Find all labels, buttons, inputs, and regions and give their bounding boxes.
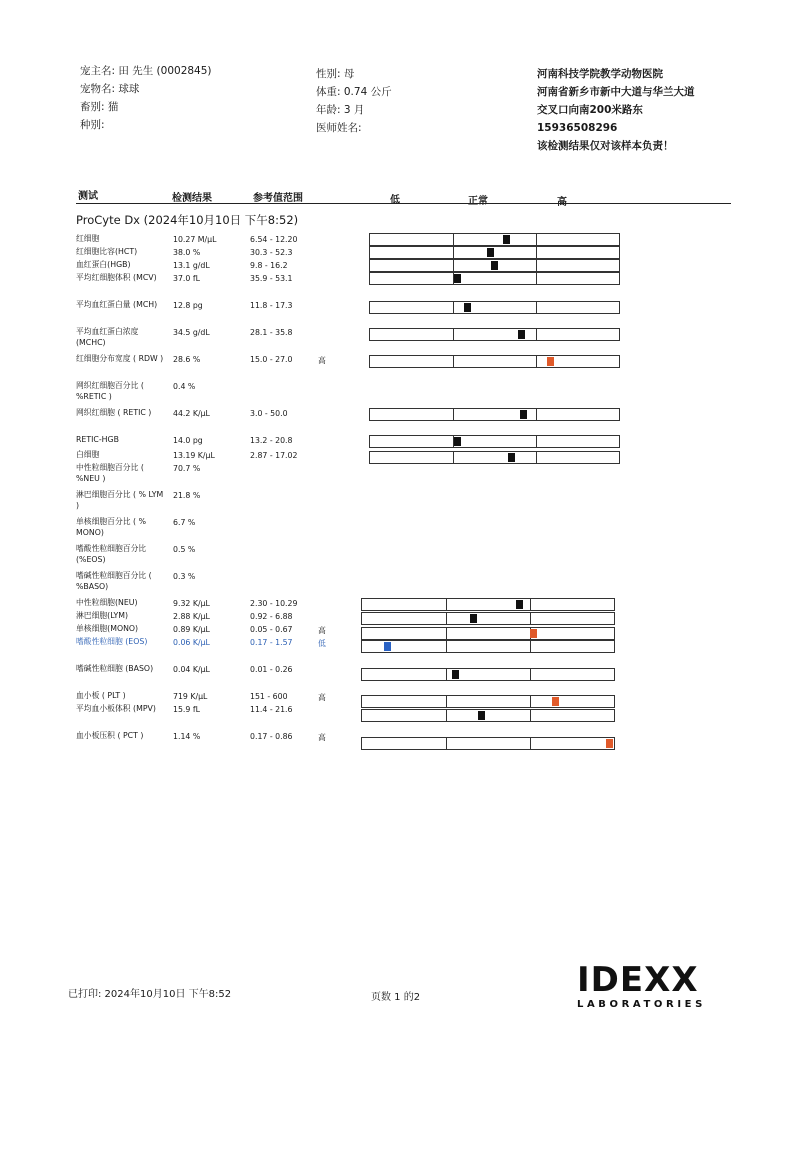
range-divider — [536, 356, 537, 367]
test-result: 70.7 % — [173, 464, 201, 473]
age: 年龄: 3 月 — [316, 104, 365, 116]
range-divider — [453, 234, 454, 245]
high-value-marker — [530, 629, 537, 638]
range-bar — [361, 598, 615, 611]
test-result: 15.9 fL — [173, 705, 200, 714]
test-result: 2.88 K/μL — [173, 612, 210, 621]
test-name-text: 嗜酸性粒细胞 (EOS) — [76, 637, 148, 646]
range-divider — [530, 641, 531, 652]
range-bar — [369, 355, 620, 368]
value-marker — [478, 711, 485, 720]
test-name-text: 血红蛋白(HGB) — [76, 260, 131, 269]
test-name — [76, 272, 168, 283]
test-name — [76, 233, 99, 244]
test-result: 0.4 % — [173, 382, 196, 391]
range-divider — [536, 409, 537, 420]
range-divider — [530, 613, 531, 624]
column-normal: 正常 — [468, 196, 488, 207]
clinic-disclaimer: 该检测结果仅对该样本负责！ — [537, 140, 674, 152]
test-name — [76, 690, 126, 701]
value-marker — [520, 410, 527, 419]
test-result: 0.3 % — [173, 572, 196, 581]
reference-range: 13.2 - 20.8 — [250, 436, 293, 445]
test-result: 14.0 pg — [173, 436, 203, 445]
range-bar — [361, 640, 615, 653]
test-name — [76, 434, 119, 445]
value-marker — [454, 437, 461, 446]
test-name-text: 平均血红蛋白浓度 (MCHC) — [76, 327, 139, 347]
test-result: 0.06 K/μL — [173, 638, 210, 647]
test-name-text: 网织红细胞 ( RETIC ) — [76, 408, 152, 417]
test-name-text: 血小板压积 ( PCT ) — [76, 731, 144, 740]
range-bar — [369, 233, 620, 246]
range-bar — [361, 695, 615, 708]
reference-range: 0.05 - 0.67 — [250, 625, 293, 634]
test-name-text: 单核细胞百分比 ( % MONO) — [76, 517, 146, 537]
reference-range: 3.0 - 50.0 — [250, 409, 288, 418]
test-result: 0.5 % — [173, 545, 196, 554]
reference-range: 0.92 - 6.88 — [250, 612, 293, 621]
value-marker — [464, 303, 471, 312]
range-divider — [536, 452, 537, 463]
test-result: 13.19 K/μL — [173, 451, 215, 460]
test-name-text: 红细胞 — [76, 234, 100, 243]
value-marker — [516, 600, 523, 609]
range-divider — [446, 738, 447, 749]
test-name-text: 中性粒细胞(NEU) — [76, 598, 138, 607]
test-result: 6.7 % — [173, 518, 196, 527]
range-divider — [530, 738, 531, 749]
value-marker — [503, 235, 510, 244]
section-title: ProCyte Dx (2024年10月10日 下午8:52) — [76, 213, 299, 227]
test-name — [76, 326, 168, 348]
range-divider — [530, 696, 531, 707]
range-bar — [361, 612, 615, 625]
range-divider — [536, 273, 537, 284]
test-name-text: 血小板 ( PLT ) — [76, 691, 126, 700]
range-bar — [369, 451, 620, 464]
test-name — [76, 353, 168, 364]
range-bar — [369, 259, 620, 272]
column-low: 低 — [390, 195, 400, 206]
range-divider — [536, 234, 537, 245]
range-bar — [369, 246, 620, 259]
clinic-address-line2: 交叉口向南200米路东 — [537, 104, 643, 116]
sex: 性别: 母 — [316, 68, 355, 80]
test-name — [76, 489, 168, 511]
range-divider — [453, 247, 454, 258]
column-result: 检测结果 — [172, 193, 212, 204]
clinic-address-line1: 河南省新乡市新中大道与华兰大道 — [537, 86, 695, 98]
test-name — [76, 246, 137, 257]
range-divider — [453, 260, 454, 271]
range-bar — [369, 408, 620, 421]
range-divider — [530, 710, 531, 721]
test-name-text: 平均红细胞体积 (MCV) — [76, 273, 157, 282]
high-value-marker — [606, 739, 613, 748]
test-name-text: 红细胞比容(HCT) — [76, 247, 138, 256]
test-name — [76, 623, 138, 634]
value-marker — [487, 248, 494, 257]
test-result: 0.04 K/μL — [173, 665, 210, 674]
reference-range: 6.54 - 12.20 — [250, 235, 298, 244]
range-divider — [536, 260, 537, 271]
clinic-phone: 15936508296 — [537, 122, 618, 134]
test-result: 34.5 g/dL — [173, 328, 210, 337]
reference-range: 35.9 - 53.1 — [250, 274, 293, 283]
test-name — [76, 259, 131, 270]
test-name — [76, 663, 168, 674]
test-name — [76, 610, 128, 621]
test-name — [76, 407, 168, 418]
test-result: 9.32 K/μL — [173, 599, 210, 608]
range-bar — [369, 301, 620, 314]
low-flag: 低 — [318, 639, 326, 648]
test-name — [76, 636, 168, 647]
column-high: 高 — [557, 197, 567, 208]
high-flag: 高 — [318, 626, 326, 635]
breed: 种别: — [80, 119, 105, 131]
value-marker — [454, 274, 461, 283]
owner-name: 宠主名: 田 先生 (0002845) — [80, 65, 212, 77]
range-bar — [361, 737, 615, 750]
range-divider — [453, 356, 454, 367]
species: 畜别: 猫 — [80, 101, 119, 113]
value-marker — [491, 261, 498, 270]
weight: 体重: 0.74 公斤 — [316, 86, 392, 98]
range-divider — [453, 302, 454, 313]
reference-range: 0.17 - 1.57 — [250, 638, 293, 647]
test-name — [76, 516, 168, 538]
test-result: 13.1 g/dL — [173, 261, 210, 270]
range-divider — [446, 613, 447, 624]
value-marker — [508, 453, 515, 462]
test-name — [76, 380, 168, 402]
idexx-logo-tagline: LABORATORIES — [577, 999, 706, 1010]
reference-range: 2.87 - 17.02 — [250, 451, 298, 460]
column-reference: 参考值范围 — [253, 193, 303, 204]
test-result: 0.89 K/μL — [173, 625, 210, 634]
value-marker — [518, 330, 525, 339]
range-divider — [446, 669, 447, 680]
test-result: 10.27 M/μL — [173, 235, 217, 244]
doctor-name: 医师姓名: — [316, 122, 362, 134]
clinic-name: 河南科技学院教学动物医院 — [537, 68, 663, 80]
page-number: 页数 1 的2 — [371, 992, 421, 1003]
range-bar — [361, 668, 615, 681]
test-name — [76, 597, 138, 608]
reference-range: 9.8 - 16.2 — [250, 261, 288, 270]
test-result: 1.14 % — [173, 732, 201, 741]
test-name — [76, 543, 168, 565]
test-name-text: 单核细胞(MONO) — [76, 624, 139, 633]
test-result: 44.2 K/μL — [173, 409, 210, 418]
range-bar — [361, 709, 615, 722]
header-rule — [76, 203, 731, 204]
test-name-text: 嗜碱性粒细胞百分比 ( %BASO) — [76, 571, 152, 591]
range-bar — [369, 272, 620, 285]
reference-range: 28.1 - 35.8 — [250, 328, 293, 337]
range-divider — [446, 641, 447, 652]
test-name-text: 淋巴细胞(LYM) — [76, 611, 129, 620]
reference-range: 151 - 600 — [250, 692, 288, 701]
high-flag: 高 — [318, 356, 326, 365]
high-flag: 高 — [318, 693, 326, 702]
range-divider — [530, 669, 531, 680]
range-divider — [446, 696, 447, 707]
test-name-text: 网织红细胞百分比 ( %RETIC ) — [76, 381, 144, 401]
reference-range: 0.17 - 0.86 — [250, 732, 293, 741]
reference-range: 2.30 - 10.29 — [250, 599, 298, 608]
reference-range: 0.01 - 0.26 — [250, 665, 293, 674]
test-name-text: 平均血小板体积 (MPV) — [76, 704, 156, 713]
test-name-text: 嗜碱性粒细胞 (BASO) — [76, 664, 154, 673]
range-divider — [446, 710, 447, 721]
test-name — [76, 570, 168, 592]
value-marker — [452, 670, 459, 679]
range-divider — [536, 436, 537, 447]
test-result: 38.0 % — [173, 248, 201, 257]
value-marker — [470, 614, 477, 623]
high-flag: 高 — [318, 733, 326, 742]
test-name — [76, 703, 168, 714]
high-value-marker — [552, 697, 559, 706]
test-name-text: RETIC-HGB — [76, 435, 119, 444]
test-name-text: 平均血红蛋白量 (MCH) — [76, 300, 158, 309]
column-test: 测试 — [78, 191, 98, 202]
range-bar — [369, 328, 620, 341]
printed-timestamp: 已打印: 2024年10月10日 下午8:52 — [68, 989, 232, 1000]
low-value-marker — [384, 642, 391, 651]
range-divider — [453, 329, 454, 340]
range-divider — [536, 302, 537, 313]
range-bar — [361, 627, 615, 640]
idexx-logo — [577, 960, 717, 1010]
range-divider — [453, 452, 454, 463]
test-result: 719 K/μL — [173, 692, 208, 701]
test-name — [76, 462, 168, 484]
test-name-text: 中性粒细胞百分比 ( %NEU ) — [76, 463, 144, 483]
test-name-text: 红细胞分布宽度 ( RDW ) — [76, 354, 164, 363]
reference-range: 30.3 - 52.3 — [250, 248, 293, 257]
range-bar — [369, 435, 620, 448]
high-value-marker — [547, 357, 554, 366]
range-divider — [446, 628, 447, 639]
test-result: 12.8 pg — [173, 301, 203, 310]
range-divider — [536, 329, 537, 340]
reference-range: 11.8 - 17.3 — [250, 301, 293, 310]
test-name-text: 白细胞 — [76, 450, 100, 459]
test-result: 37.0 fL — [173, 274, 200, 283]
test-name-text: 嗜酸性粒细胞百分比 (%EOS) — [76, 544, 147, 564]
reference-range: 11.4 - 21.6 — [250, 705, 293, 714]
range-divider — [530, 599, 531, 610]
test-name — [76, 730, 168, 741]
test-name-text: 淋巴细胞百分比 ( % LYM ) — [76, 490, 164, 510]
pet-name: 宠物名: 球球 — [80, 83, 140, 95]
range-divider — [453, 409, 454, 420]
test-result: 21.8 % — [173, 491, 201, 500]
range-divider — [536, 247, 537, 258]
test-name — [76, 299, 168, 310]
idexx-logo-wordmark: IDEXX — [577, 960, 699, 1000]
test-result: 28.6 % — [173, 355, 201, 364]
reference-range: 15.0 - 27.0 — [250, 355, 293, 364]
range-divider — [446, 599, 447, 610]
test-name — [76, 449, 99, 460]
